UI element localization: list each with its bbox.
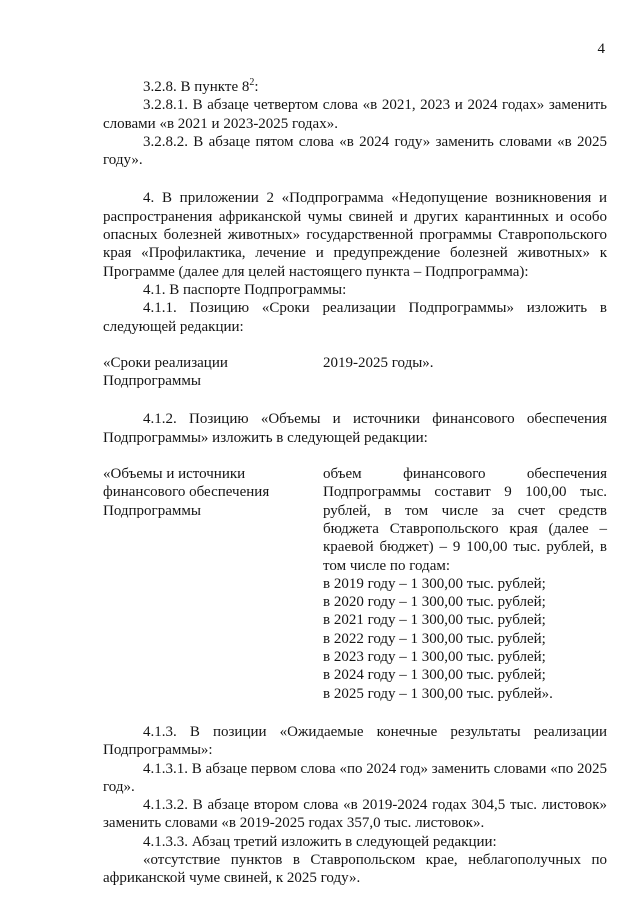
finance-year-2024: в 2024 году – 1 300,00 тыс. рублей;: [323, 667, 546, 684]
paragraph-4-1-1: 4.1.1. Позицию «Сроки реализации Подпрограммы» изложить в следующей редакции:: [103, 300, 607, 335]
finance-label: «Объемы и источники финансового обеспечения Подпрограммы: [103, 466, 270, 519]
terms-value: 2019-2025 годы».: [323, 354, 434, 371]
finance-text: объем финансового обеспечения Подпрограммы составит 9 100,00 тыс. рублей, в том числе за счет средств бюджета Ставропольского края (далее – краевой бюджет) – 9 100,00 тыс. рублей, в том числе по годам:: [323, 466, 607, 574]
finance-value: [323, 465, 607, 703]
section-3-2-8-title-sup: 2: [249, 77, 255, 88]
paragraph-4-1-3: 4.1.3. В позиции «Ожидаемые конечные результаты реализации Подпрограммы»:: [103, 723, 607, 759]
document-body: [103, 78, 607, 888]
paragraph-4-1-2: 4.1.2. Позицию «Объемы и источники финансового обеспечения Подпрограммы» изложить в следующей редакции:: [103, 411, 607, 446]
section-3-2-8-title-prefix: 3.2.8. В пункте 8: [143, 79, 250, 95]
finance-year-2019: в 2019 году – 1 300,00 тыс. рублей;: [323, 575, 546, 592]
finance-year-2020: в 2020 году – 1 300,00 тыс. рублей;: [323, 594, 546, 611]
terms-label: «Сроки реализации Подпрограммы: [103, 354, 228, 390]
paragraph-4-1-3-1: 4.1.3.1. В абзаце первом слова «по 2024 год» заменить словами «по 2025 год».: [103, 760, 607, 795]
paragraph-4-1-3-3: 4.1.3.3. Абзац третий изложить в следующей редакции:: [143, 833, 497, 850]
section-3-2-8-title-suffix: :: [254, 79, 259, 95]
page-number: 4: [597, 41, 605, 57]
paragraph-4-1-3-2: 4.1.3.2. В абзаце втором слова «в 2019-2024 годах 304,5 тыс. листовок» заменить словами «в 2019-2025 годах 357,0 тыс. листовок».: [103, 797, 607, 832]
paragraph-4-1: 4.1. В паспорте Подпрограммы:: [143, 281, 347, 298]
paragraph-3-2-8-2: 3.2.8.2. В абзаце пятом слова «в 2024 году» заменить словами «в 2025 году».: [103, 133, 607, 169]
finance-year-2022: в 2022 году – 1 300,00 тыс. рублей;: [323, 630, 546, 647]
paragraph-4-1-3-3-text: «отсутствие пунктов в Ставропольском крае, неблагополучных по африканской чуме свиней, к 2025 году».: [103, 851, 607, 887]
finance-year-2021: в 2021 году – 1 300,00 тыс. рублей;: [323, 612, 546, 629]
paragraph-3-2-8-1: 3.2.8.1. В абзаце четвертом слова «в 2021, 2023 и 2024 годах» заменить словами «в 2021 и 2023-2025 годах».: [103, 97, 607, 132]
section-3-2-8-title: [103, 78, 607, 96]
finance-year-2023: в 2023 году – 1 300,00 тыс. рублей;: [323, 649, 546, 666]
finance-year-2025: в 2025 году – 1 300,00 тыс. рублей».: [323, 685, 553, 702]
terms-position-row: [103, 354, 607, 391]
paragraph-4-intro: 4. В приложении 2 «Подпрограмма «Недопущение возникновения и распространения африканской чумы свиней и других карантинных и особо опасных болезней животных» государственной программы Ставропольского края «Профилактика, лечение и предупреждение болезней животных» к Программе (далее для целей настоящего пункта – Подпрограмма):: [103, 190, 607, 280]
finance-position-row: [103, 465, 607, 703]
